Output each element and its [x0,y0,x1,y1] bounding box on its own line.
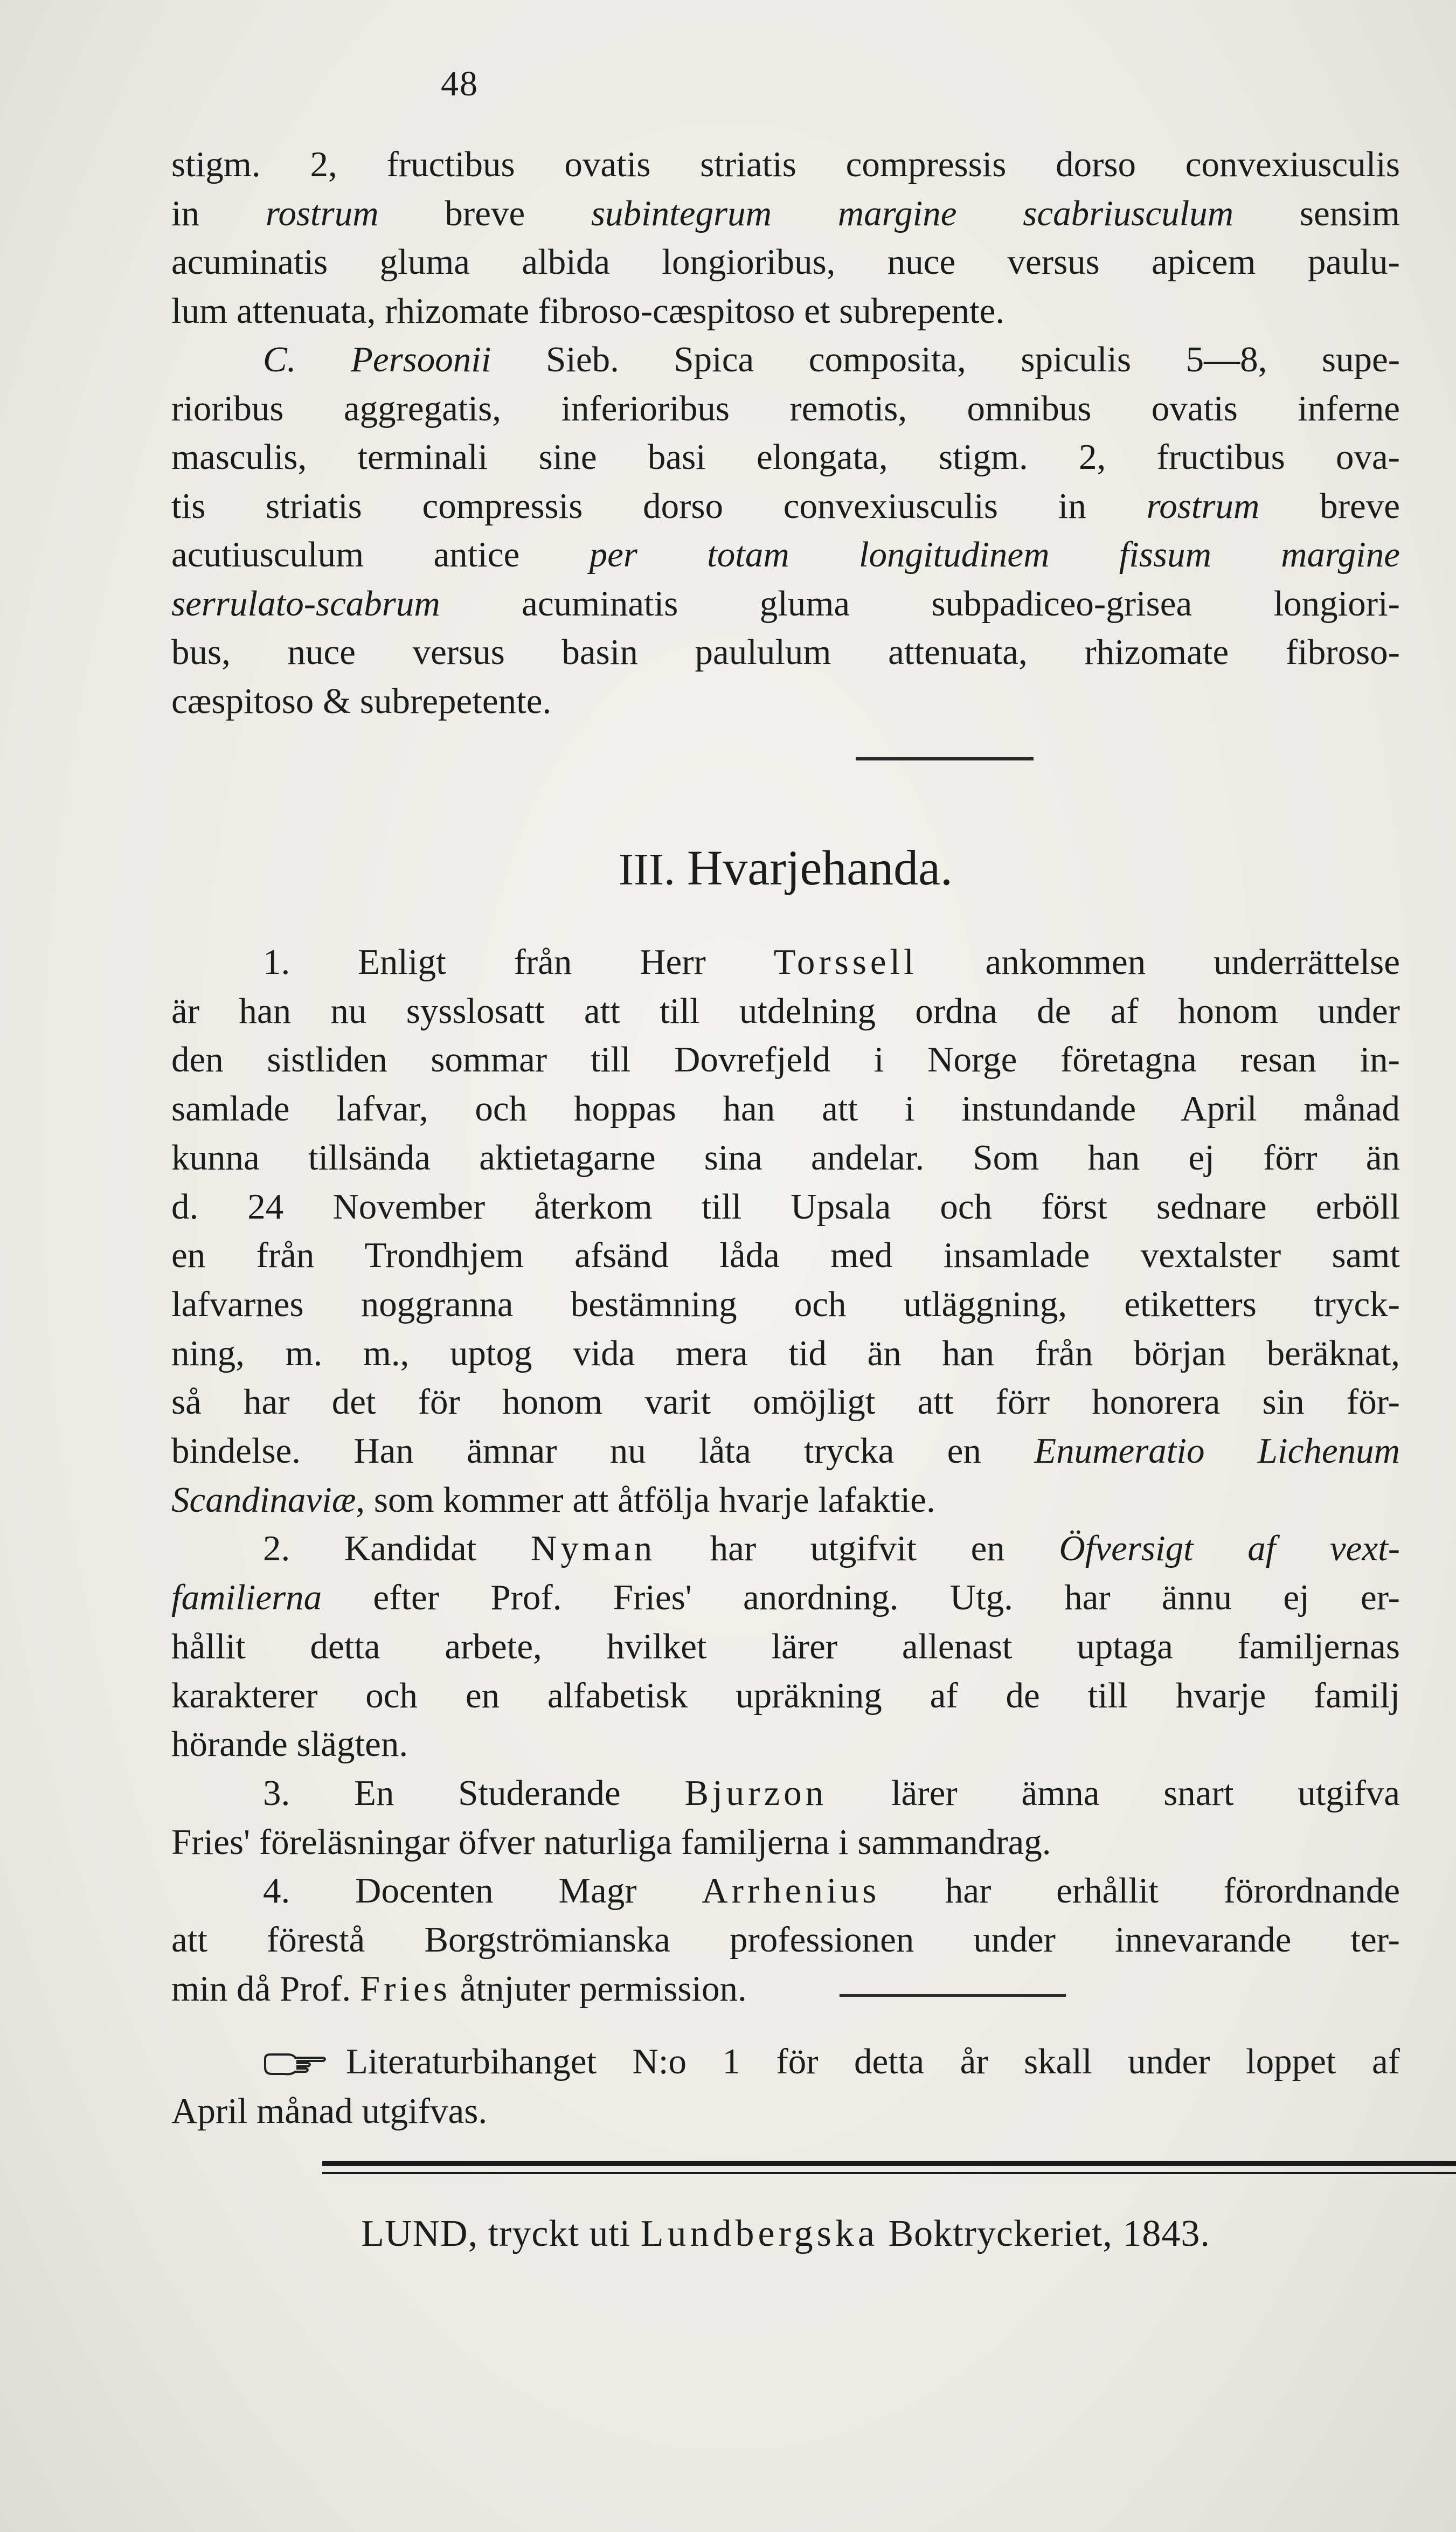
text-run: samlade lafvar, och hoppas han att i instundande April månad [171,1089,1400,1129]
text-run: rioribus aggregatis, inferioribus remotis, omnibus ovatis inferne [171,388,1400,428]
text-run: rostrum [1146,486,1260,526]
text-run: kunna tillsända aktietagarne sina andelar. Som han ej förr än [171,1137,1400,1178]
text-run: d. 24 November återkom till Upsala och först sednare erböll [171,1186,1400,1227]
text-run: har erhållit förordnande [880,1871,1400,1911]
text-run: per totam longitudinem fissum margine [589,535,1400,575]
text-run: acutiusculum antice [171,535,590,575]
section-divider [856,757,1034,760]
text-run: hörande slägten. [171,1724,408,1765]
footer-rule-top [322,2161,1456,2166]
text-run: acuminatis gluma subpadiceo-grisea longiori- [440,583,1400,624]
text-run: lärer ämna snart utgifva [827,1773,1400,1813]
text-run: bindelse. Han ämnar nu låta trycka en [171,1431,1035,1471]
latin-text-line [171,335,1400,384]
latin-text-line [171,433,1400,481]
section-title: Hvarjehanda. [687,840,953,895]
text-run: är han nu sysslosatt att till utdelning ordna de af honom under [171,991,1400,1031]
latin-text-line [171,482,1400,530]
news-text-line [171,1671,1400,1720]
section-heading [171,838,1400,900]
imprint-printer: Lundbergska [640,2213,878,2254]
text-run: efter Prof. Fries' anordning. Utg. har ännu ej er- [322,1578,1400,1618]
latin-text-line [171,530,1400,579]
text-run: ankommen underrättelse [917,942,1400,982]
text-run: 2. Kandidat [263,1528,531,1569]
imprint-lead: LUND, tryckt uti [361,2213,641,2254]
text-run: Bjurzon [684,1773,828,1813]
text-run: sensim [1233,193,1400,233]
news-text-line [171,1280,1400,1329]
text-run: breve [1259,486,1400,526]
text-run: 3. En Studerande [263,1773,685,1813]
text-run: lum attenuata, rhizomate fibroso-cæspitoso et subrepente. [171,290,1005,331]
imprint-footer [171,2210,1400,2258]
notice-line [171,2087,1400,2135]
notice-line [171,2037,1400,2086]
text-run: breve [378,193,591,233]
news-text-line [171,987,1400,1035]
text-run: tis striatis compressis dorso convexiusculis in [171,486,1147,526]
text-run: rostrum [265,193,379,233]
latin-text-line [171,628,1400,676]
latin-text-line [171,140,1400,189]
news-text-line [171,1818,1400,1866]
text-run: C. Persoonii [263,340,491,379]
text-run: Scandinaviæ [171,1479,356,1520]
latin-text-line [171,189,1400,238]
news-text-line [171,1524,1400,1573]
text-run: så har det för honom varit omöjligt att förr honorera sin för- [171,1382,1400,1422]
latin-text-line [171,677,1400,725]
news-text-line [171,1476,1400,1524]
news-text-line [171,938,1400,986]
text-run: Fries [359,1968,451,2009]
news-text-line [171,1329,1400,1378]
news-text-line [171,1622,1400,1671]
news-text-line [171,1084,1400,1133]
section-number: III. [619,845,675,895]
news-text-line [171,1231,1400,1279]
latin-text-line [171,238,1400,286]
news-text-line [171,1866,1400,1915]
news-text-line [171,1133,1400,1182]
text-run: subintegrum margine scabriusculum [591,193,1234,233]
text-run: ning, m. m., uptog vida mera tid än han från början beräknat, [171,1333,1400,1373]
text-run: lafvarnes noggranna bestämning och utläggning, etiketters tryck- [171,1284,1400,1324]
text-run: Öfversigt af vext- [1059,1528,1400,1569]
text-run: åtnjuter permission. [450,1968,747,2009]
text-run: , som kommer att åtfölja hvarje lafaktie. [356,1479,935,1520]
pointing-hand-icon [263,2049,328,2077]
text-run: serrulato-scabrum [171,583,440,624]
latin-text-line [171,384,1400,433]
text-run: stigm. 2, fructibus ovatis striatis compressis dorso convexiusculis [171,144,1400,184]
text-run: Sieb. Spica composita, spiculis 5—8, supe- [491,340,1400,379]
news-text-line [171,1035,1400,1084]
text-run: den sistliden sommar till Dovrefjeld i Norge företagna resan in- [171,1040,1400,1080]
text-run: min då Prof. [171,1968,360,2009]
news-text-line [171,1378,1400,1426]
text-run: in [171,193,266,233]
news-text-line [171,1427,1400,1475]
imprint-tail: Boktryckeriet, 1843. [878,2213,1210,2254]
text-run: Arrhenius [702,1871,880,1911]
notice-text: Literaturbihanget N:o 1 för detta år skall under loppet af [346,2042,1400,2081]
text-run: att förestå Borgströmianska professionen under innevarande ter- [171,1920,1400,1960]
news-text-line [171,1769,1400,1817]
news-text-line [171,1573,1400,1622]
text-run: en från Trondhjem afsänd låda med insamlade vextalster samt [171,1235,1400,1276]
text-run: Torssell [773,942,918,982]
latin-text-line [171,579,1400,628]
news-text-line [171,1964,1400,2013]
footer-rule-bottom [322,2172,1456,2174]
news-text-line [171,1182,1400,1231]
text-run: hållit detta arbete, hvilket lärer allenast uptaga familjernas [171,1626,1400,1666]
text-run: acuminatis gluma albida longioribus, nuce versus apicem paulu- [171,242,1400,282]
text-run: karakterer och en alfabetisk upräkning af de till hvarje familj [171,1675,1400,1715]
page-number: 48 [441,64,479,103]
text-run: 4. Docenten Magr [263,1871,702,1911]
text-run: cæspitoso & subrepetente. [171,681,552,721]
text-run: 1. Enligt från Herr [263,942,774,982]
notes-divider [840,1994,1066,1997]
text-run: familierna [171,1578,322,1618]
text-run: Nyman [530,1528,656,1569]
latin-text-line [171,287,1400,335]
text-run: Enumeratio Lichenum [1034,1431,1400,1471]
text-run: bus, nuce versus basin paululum attenuata, rhizomate fibroso- [171,632,1400,672]
text-run: Fries' föreläsningar öfver naturliga familjerna i sammandrag. [171,1822,1051,1862]
text-run: masculis, terminali sine basi elongata, stigm. 2, fructibus ova- [171,437,1400,477]
text-run: har utgifvit en [656,1528,1059,1569]
news-text-line [171,1720,1400,1768]
notice-text: April månad utgifvas. [171,2091,488,2131]
news-text-line [171,1915,1400,1964]
